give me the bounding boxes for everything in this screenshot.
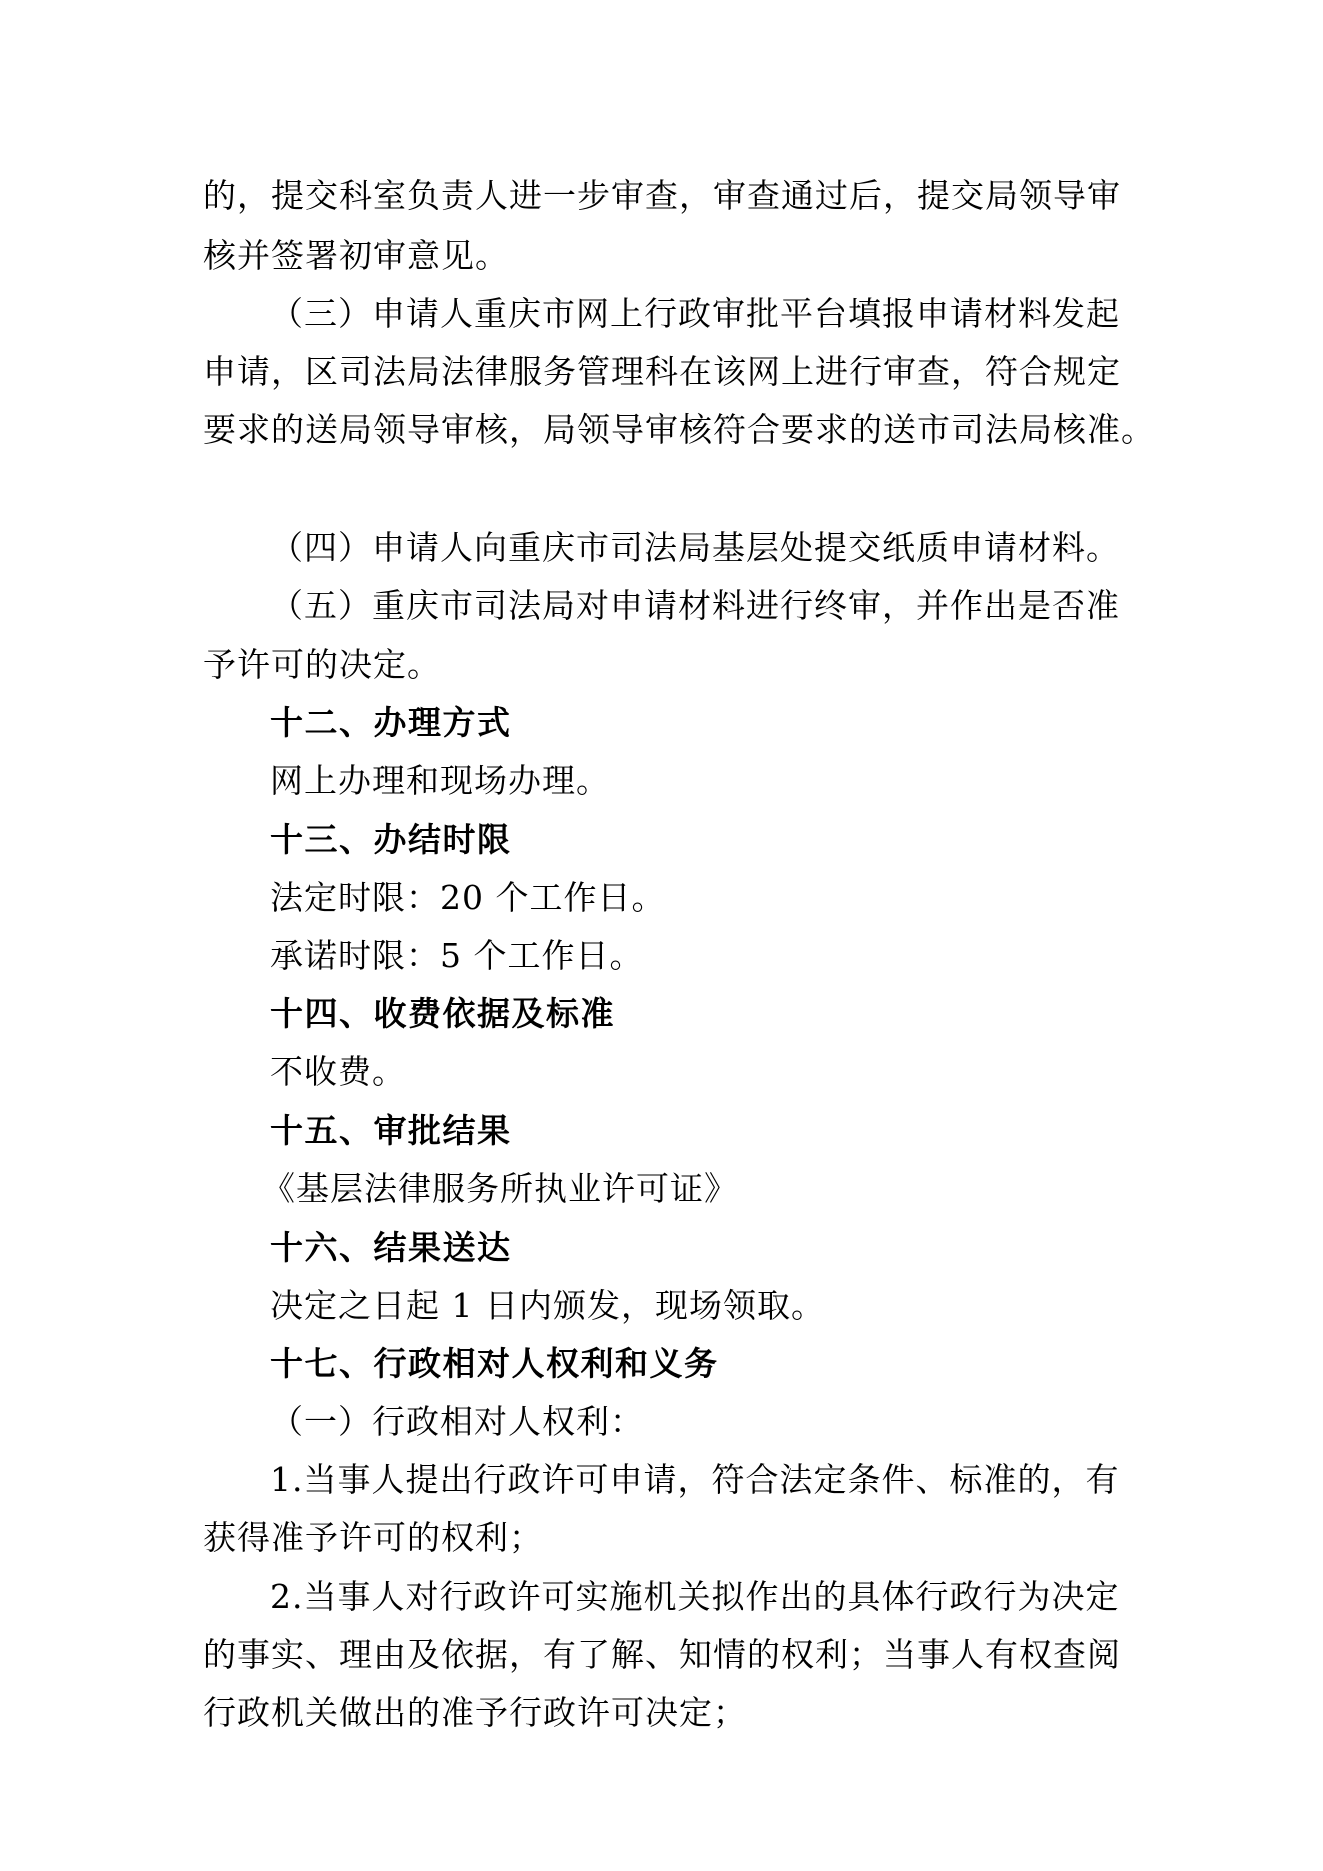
- paragraph-line: （一）行政相对人权利：: [270, 1402, 644, 1441]
- paragraph-line: 2.当事人对行政许可实施机关拟作出的具体行政行为决定: [270, 1577, 1120, 1616]
- section-heading: 十七、行政相对人权利和义务: [270, 1344, 719, 1383]
- paragraph-line: 不收费。: [270, 1052, 406, 1091]
- paragraph-line: 核并签署初审意见。: [203, 236, 509, 275]
- paragraph-line: 《基层法律服务所执业许可证》: [262, 1169, 738, 1208]
- paragraph-line: 申请，区司法局法律服务管理科在该网上进行审查，符合规定: [203, 352, 1121, 391]
- section-heading: 十五、审批结果: [270, 1111, 512, 1150]
- section-heading: 十四、收费依据及标准: [270, 994, 615, 1033]
- paragraph-line: 网上办理和现场办理。: [270, 761, 610, 800]
- paragraph-line: 承诺时限：5 个工作日。: [270, 936, 644, 975]
- paragraph-line: 要求的送局领导审核，局领导审核符合要求的送市司法局核准。: [203, 410, 1155, 449]
- paragraph-line: 的事实、理由及依据，有了解、知情的权利；当事人有权查阅: [203, 1635, 1121, 1674]
- paragraph-line: 获得准予许可的权利；: [203, 1518, 543, 1557]
- section-heading: 十六、结果送达: [270, 1228, 512, 1267]
- paragraph-line: （五）重庆市司法局对申请材料进行终审，并作出是否准: [270, 586, 1120, 625]
- paragraph-line: 法定时限：20 个工作日。: [270, 878, 666, 917]
- section-heading: 十三、办结时限: [270, 820, 512, 859]
- paragraph-line: （四）申请人向重庆市司法局基层处提交纸质申请材料。: [270, 528, 1120, 567]
- paragraph-line: （三）申请人重庆市网上行政审批平台填报申请材料发起: [270, 294, 1120, 333]
- paragraph-line: 予许可的决定。: [203, 645, 441, 684]
- paragraph-line: 1.当事人提出行政许可申请，符合法定条件、标准的，有: [270, 1460, 1120, 1499]
- paragraph-line: 行政机关做出的准予行政许可决定；: [203, 1693, 747, 1732]
- paragraph-line: 的，提交科室负责人进一步审查，审查通过后，提交局领导审: [203, 176, 1121, 215]
- paragraph-line: 决定之日起 1 日内颁发，现场领取。: [270, 1286, 825, 1325]
- section-heading: 十二、办理方式: [270, 703, 512, 742]
